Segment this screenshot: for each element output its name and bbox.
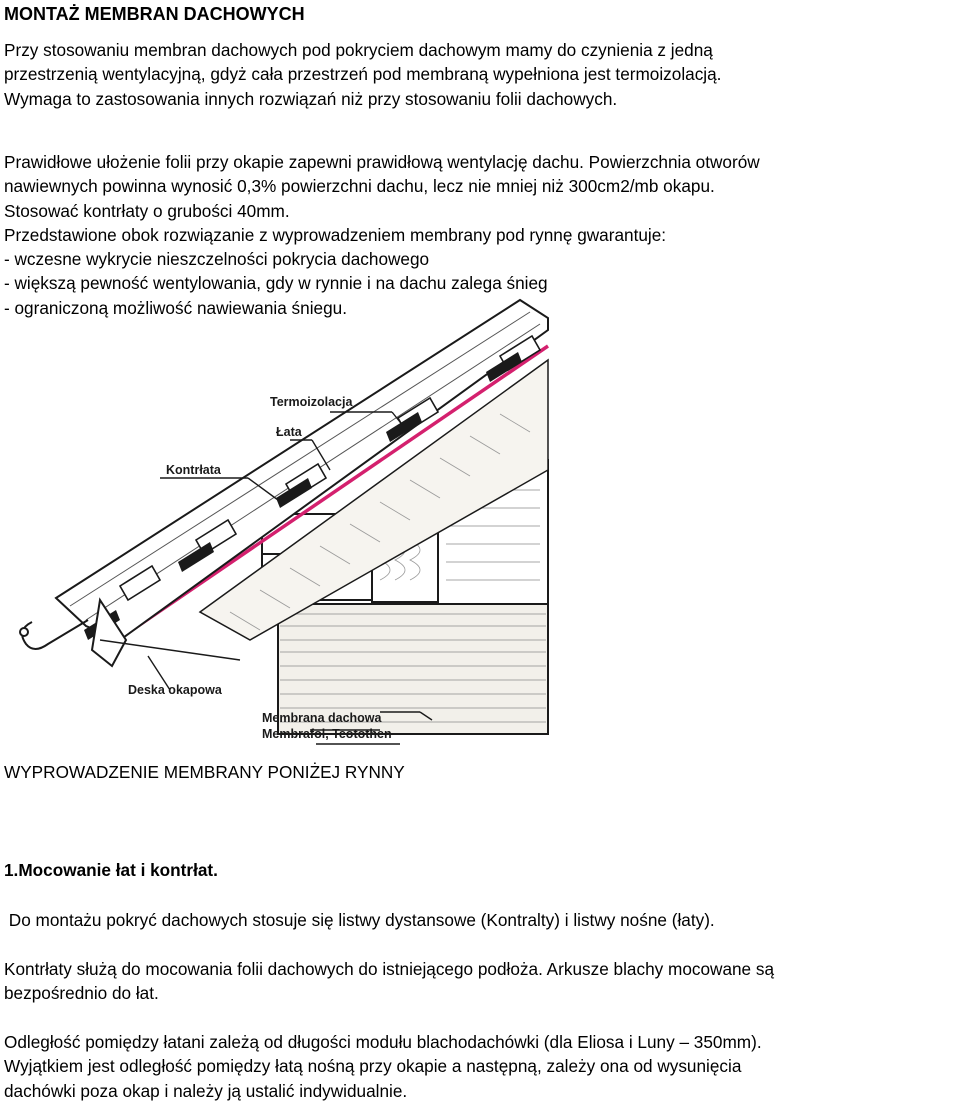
text-line: bezpośrednio do łat. xyxy=(4,983,159,1004)
text-line: Kontrłaty służą do mocowania folii dachowych do istniejącego podłoża. Arkusze blachy mocowane są xyxy=(4,959,775,979)
text-line: Prawidłowe ułożenie folii przy okapie zapewni prawidłową wentylację dachu. Powierzchnia otworów xyxy=(4,152,760,172)
text-line: Odległość pomiędzy łatani zależą od długości modułu blachodachówki (dla Eliosa i Luny – 350mm). xyxy=(4,1032,762,1052)
label-insulation: Termoizolacja xyxy=(270,395,353,409)
text-line: przestrzenią wentylacyjną, gdyż cała przestrzeń pod membraną wypełniona jest termoizolacją. xyxy=(4,64,722,85)
label-batten: Łata xyxy=(276,425,302,439)
text-line: Wymaga to zastosowania innych rozwiązań niż przy stosowaniu folii dachowych. xyxy=(4,88,618,109)
text-line: dachówki poza okap i należy ją ustalić indywidualnie. xyxy=(4,1080,408,1101)
text-line: Przedstawione obok rozwiązanie z wyprowadzeniem membrany pod rynnę gwarantuje: xyxy=(4,224,667,245)
paragraph-battens xyxy=(4,908,959,932)
paragraph-counter-battens xyxy=(4,957,959,1006)
text-line: Przy stosowaniu membran dachowych pod pokryciem dachowym mamy do czynienia z jedną xyxy=(4,40,713,60)
document-title: MONTAŻ MEMBRAN DACHOWYCH xyxy=(4,4,305,24)
section-heading: 1.Mocowanie łat i kontrłat. xyxy=(4,860,218,880)
text-line: nawiewnych powinna wynosić 0,3% powierzchni dachu, lecz nie mniej niż 300cm2/mb okapu. xyxy=(4,176,715,197)
list-item: - wczesne wykrycie nieszczelności pokrycia dachowego xyxy=(4,249,430,270)
list-item: - większą pewność wentylowania, gdy w rynnie i na dachu zalega śnieg xyxy=(4,273,548,294)
list-item: - ograniczoną możliwość nawiewania śniegu. xyxy=(4,297,347,318)
text-line: Wyjątkiem jest odległość pomiędzy łatą nośną przy okapie a następną, zależy ona od wysunięcia xyxy=(4,1056,742,1077)
label-counter-batten: Kontrłata xyxy=(166,463,221,477)
text-line: Stosować kontrłaty o grubości 40mm. xyxy=(4,200,290,221)
label-fascia: Deska okapowa xyxy=(128,683,222,697)
figure-caption: WYPROWADZENIE MEMBRANY PONIŻEJ RYNNY xyxy=(4,762,405,782)
label-membrane-brands: Membrafol, Teotothen xyxy=(262,727,392,741)
label-membrane: Membrana dachowa xyxy=(262,711,382,725)
paragraph-spacing xyxy=(4,1030,959,1103)
text-line: Do montażu pokryć dachowych stosuje się listwy dystansowe (Kontralty) i listwy nośne (łaty). xyxy=(4,910,715,930)
